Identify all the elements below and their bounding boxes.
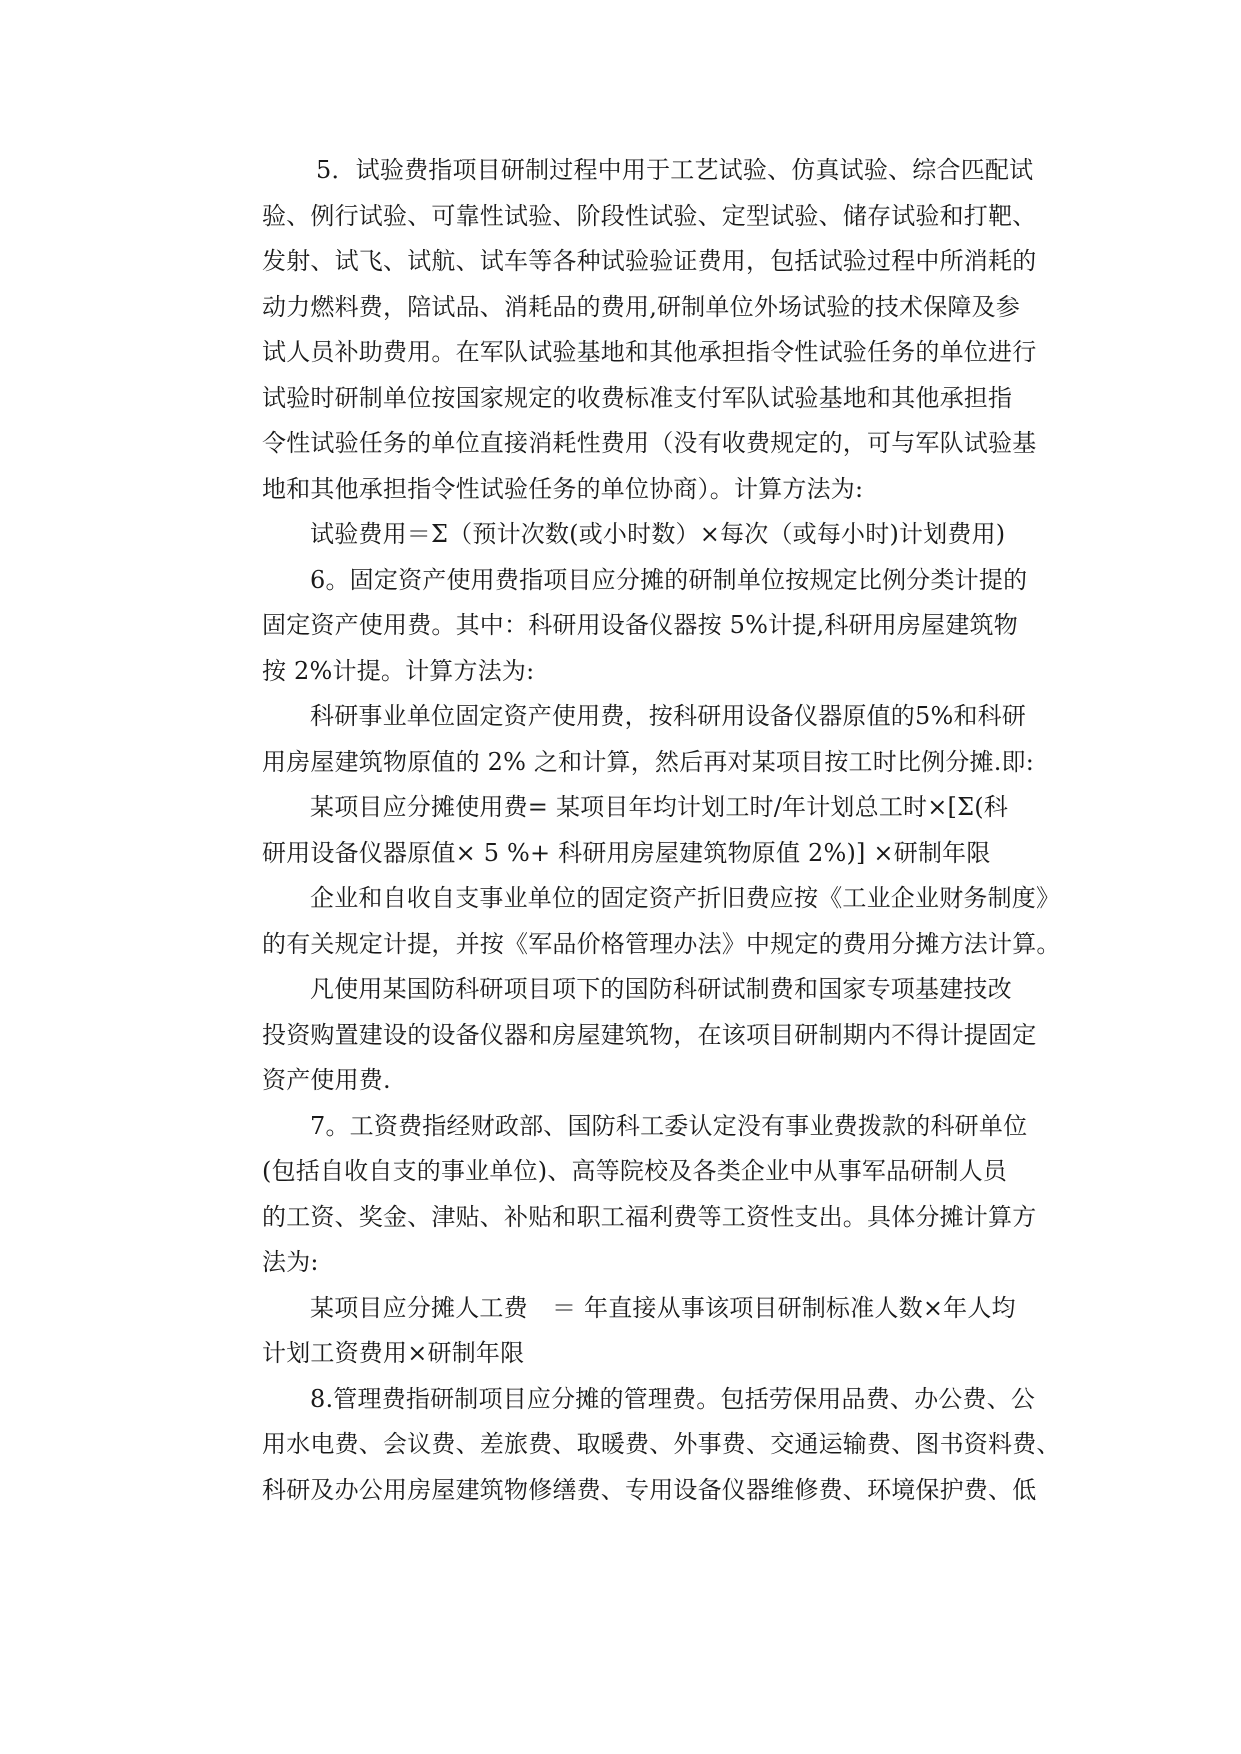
- text-line: 科研事业单位固定资产使用费，按科研用设备仪器原值的5%和科研: [310, 702, 1027, 730]
- text-line: 5．试验费指项目研制过程中用于工艺试验、仿真试验、综合匹配试: [316, 156, 1034, 184]
- formula-line: 某项目应分摊使用费= 某项目年均计划工时/年计划总工时×[Σ(科: [310, 793, 1009, 821]
- text-line: 令性试验任务的单位直接消耗性费用（没有收费规定的，可与军队试验基: [262, 429, 1037, 457]
- text-line: 凡使用某国防科研项目项下的国防科研试制费和国家专项基建技改: [310, 975, 1012, 1003]
- formula-line: 研用设备仪器原值× 5 %+ 科研用房屋建筑物原值 2%)] ×研制年限: [262, 838, 991, 867]
- text-line: 用房屋建筑物原值的 2% 之和计算，然后再对某项目按工时比例分摊.即:: [262, 747, 1035, 776]
- text-line: 固定资产使用费。其中：科研用设备仪器按 5%计提,科研用房屋建筑物: [262, 611, 1018, 639]
- text-line: 资产使用费.: [262, 1066, 391, 1094]
- formula-line: 某项目应分摊人工费 ＝ 年直接从事该项目研制标准人数×年人均: [310, 1293, 1016, 1322]
- text-line: 地和其他承担指令性试验任务的单位协商）。计算方法为:: [262, 474, 864, 503]
- text-line: 6。固定资产使用费指项目应分摊的研制单位按规定比例分类计提的: [310, 565, 1028, 594]
- text-line: 动力燃料费，陪试品、消耗品的费用,研制单位外场试验的技术保障及参: [262, 292, 1021, 321]
- text-line: 发射、试飞、试航、试车等各种试验验证费用，包括试验过程中所消耗的: [262, 247, 1037, 275]
- text-line: 验、例行试验、可靠性试验、阶段性试验、定型试验、储存试验和打靶、: [262, 201, 1037, 230]
- text-line: 试人员补助费用。在军队试验基地和其他承担指令性试验任务的单位进行: [262, 338, 1037, 366]
- formula-line: 试验费用＝Σ（预计次数(或小时数）×每次（或每小时)计划费用): [310, 520, 1006, 548]
- body-text: [262, 148, 1061, 1513]
- text-line: (包括自收自支的事业单位)、高等院校及各类企业中从事军品研制人员: [262, 1157, 1008, 1185]
- text-line: 8.管理费指研制项目应分摊的管理费。包括劳保用品费、办公费、公: [310, 1384, 1036, 1413]
- text-line: 7。工资费指经财政部、国防科工委认定没有事业费拨款的科研单位: [310, 1111, 1028, 1140]
- text-line: 按 2%计提。计算方法为:: [262, 656, 535, 685]
- text-line: 用水电费、会议费、差旅费、取暖费、外事费、交通运输费、图书资料费、: [262, 1430, 1061, 1458]
- text-line: 企业和自收自支事业单位的固定资产折旧费应按《工业企业财务制度》: [310, 884, 1061, 912]
- text-line: 的有关规定计提，并按《军品价格管理办法》中规定的费用分摊方法计算。: [262, 929, 1061, 958]
- text-line: 试验时研制单位按国家规定的收费标准支付军队试验基地和其他承担指: [262, 383, 1013, 412]
- formula-line: 计划工资费用×研制年限: [262, 1339, 525, 1367]
- text-line: 科研及办公用房屋建筑物修缮费、专用设备仪器维修费、环境保护费、低: [262, 1475, 1037, 1504]
- text-line: 法为:: [262, 1248, 319, 1276]
- text-line: 投资购置建设的设备仪器和房屋建筑物，在该项目研制期内不得计提固定: [262, 1020, 1037, 1049]
- text-line: 的工资、奖金、津贴、补贴和职工福利费等工资性支出。具体分摊计算方: [262, 1202, 1037, 1231]
